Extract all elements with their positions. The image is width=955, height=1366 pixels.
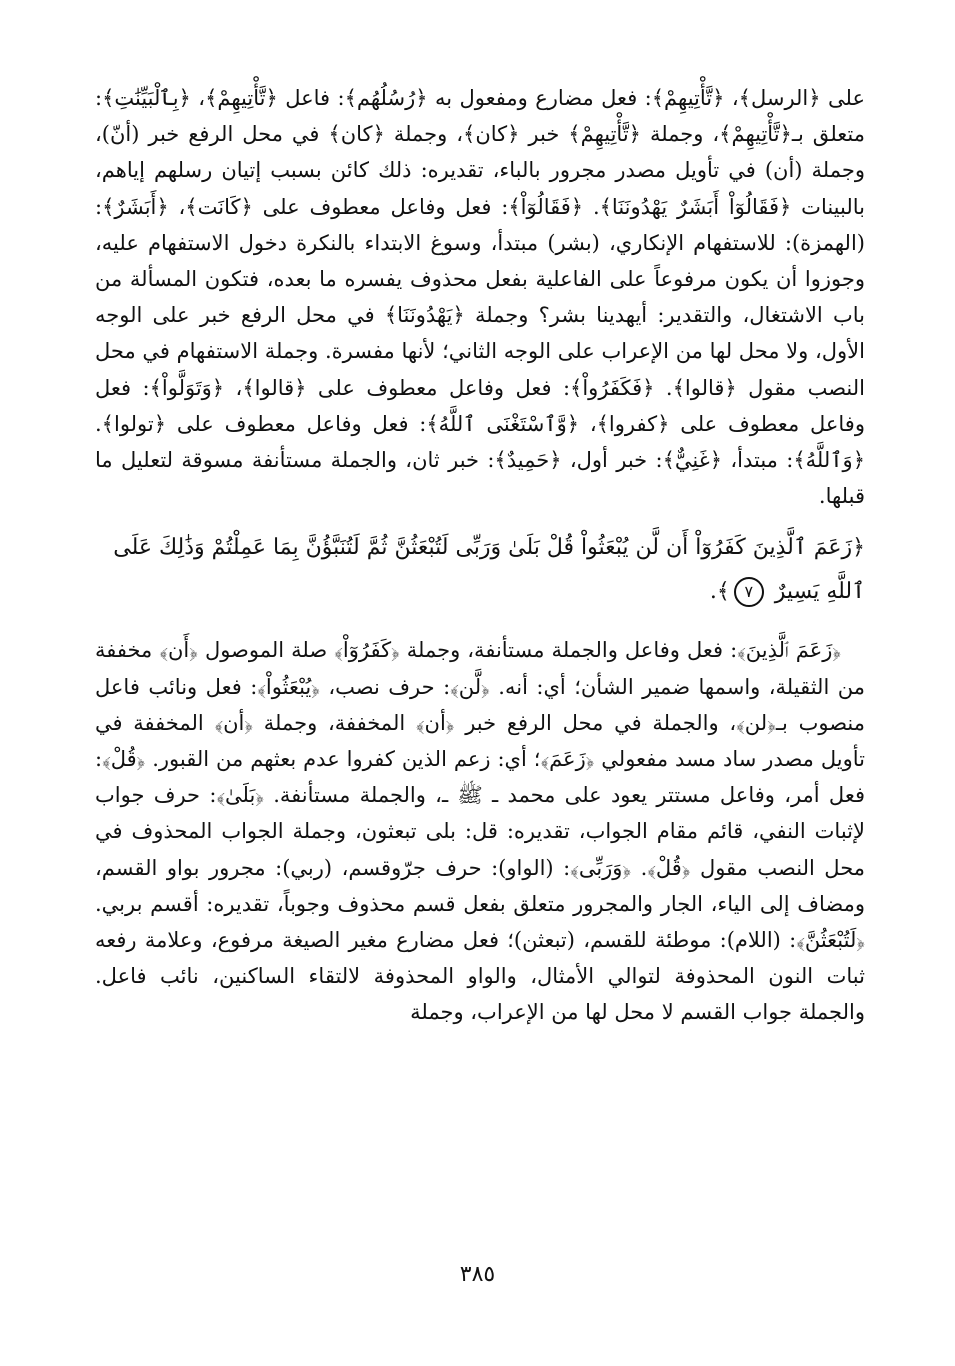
verse-closing: ﴾. [709, 579, 730, 605]
verse-number-icon: ٧ [734, 577, 764, 607]
page-body [95, 80, 865, 1031]
paragraph-1: على ﴿الرسل﴾، ﴿تَّأْتِيهِمْ﴾: فعل مضارع ومفعول به ﴿رُسُلُهُم﴾: فاعل ﴿تَّأْتِيهِمْ﴾، ﴿بِٱلْبَيِّنَٰتِ﴾: متعلق بـ﴿تَّأْتِيهِمْ﴾، وجملة ﴿تَّأْتِيهِمْ﴾ خبر ﴿كان﴾، وجملة ﴿كان﴾ في محل الرفع خبر (أنّ)، وجملة (أن) في تأويل مصدر مجرور بالباء، تقديره: ذلك كائن بسبب إتيان رسلهم إياهم، بالبينات ﴿فَقَالُوٓاْ أَبَشَرٌ يَهْدُونَنَا﴾. ﴿فَقَالُوٓاْ﴾: فعل وفاعل معطوف على ﴿كَانَت﴾، ﴿أَبَشَرٌ﴾: (الهمزة): للاستفهام الإنكاري، (بشر) مبتدأ، وسوغ الابتداء بالنكرة دخول الاستفهام عليه، وجوزوا أن يكون مرفوعاً على الفاعلية بفعل محذوف يفسره ما بعده، فتكون المسألة من باب الاشتغال، والتقدير: أيهدينا بشر؟ وجملة ﴿يَهْدُونَنَا﴾ في محل الرفع خبر على الوجه الأول، ولا محل لها من الإعراب على الوجه الثاني؛ لأنها مفسرة. وجملة الاستفهام في محل النصب مقول ﴿قالوا﴾. ﴿فَكَفَرُواْ﴾: فعل وفاعل معطوف على ﴿قالوا﴾، ﴿وَتَوَلَّواْ﴾: فعل وفاعل معطوف على ﴿كفروا﴾، ﴿وَّٱسْتَغْنَى ٱللَّهُ﴾: فعل وفاعل معطوف على ﴿تولوا﴾. ﴿وَٱللَّهُ﴾: مبتدأ، ﴿غَنِيٌّ﴾: خبر أول، ﴿حَمِيدٌ﴾: خبر ثان، والجملة مستأنفة مسوقة لتعليل ما قبلها. [95, 86, 865, 509]
quran-verse [95, 526, 865, 614]
verse-text: ﴿زَعَمَ ٱلَّذِينَ كَفَرُوٓاْ أَن لَّن يُبْعَثُواْ قُلْ بَلَىٰ وَرَبِّى لَتُبْعَثُنَّ ثُمَّ لَتُنَبَّؤُنَّ بِمَا عَمِلْتُمْ وَذَٰلِكَ عَلَى ٱللَّهِ يَسِيرٌ [113, 535, 865, 605]
paragraph-2: ﴿زَعَمَ ٱلَّذِينَ﴾: فعل وفاعل والجملة مستأنفة، وجملة ﴿كَفَرُوٓاْ﴾ صلة الموصول ﴿أَن﴾ مخففة من الثقيلة، واسمها ضمير الشأن؛ أي: أنه. ﴿لَّن﴾: حرف نصب، ﴿يُبْعَثُواْ﴾: فعل ونائب فاعل منصوب بـ﴿لن﴾، والجملة في محل الرفع خبر ﴿أن﴾ المخففة، وجملة ﴿أن﴾ المخففة في تأويل مصدر ساد مسد مفعولي ﴿زَعَمَ﴾؛ أي: زعم الذين كفروا عدم بعثهم من القبور. ﴿قُلْ﴾: فعل أمر، وفاعل مستتر يعود على محمد ـ ﷺ ـ، والجملة مستأنفة. ﴿بَلَىٰ﴾: حرف جواب لإثبات النفي، قائم مقام الجواب، تقديره: قل: بلى تبعثون، وجملة الجواب المحذوف في محل النصب مقول ﴿قُلْ﴾. ﴿وَرَبِّى﴾: (الواو): حرف جرّوقسم، (ربي): مجرور بواو القسم، ومضاف إلى الياء، الجار والمجرور متعلق بفعل قسم محذوف وجوباً، تقديره: أقسم بربي. ﴿لَتُبْعَثُنَّ﴾: (اللام): موطئة للقسم، (تبعثن)؛ فعل مضارع مغير الصيغة مرفوع، وعلامة رفعه ثبات النون المحذوفة لتوالي الأمثال، والواو المحذوفة لالتقاء الساكنين، نائب فاعل. والجملة جواب القسم لا محل لها من الإعراب، وجملة [95, 638, 865, 1025]
page-number: ٣٨٥ [459, 1262, 496, 1287]
